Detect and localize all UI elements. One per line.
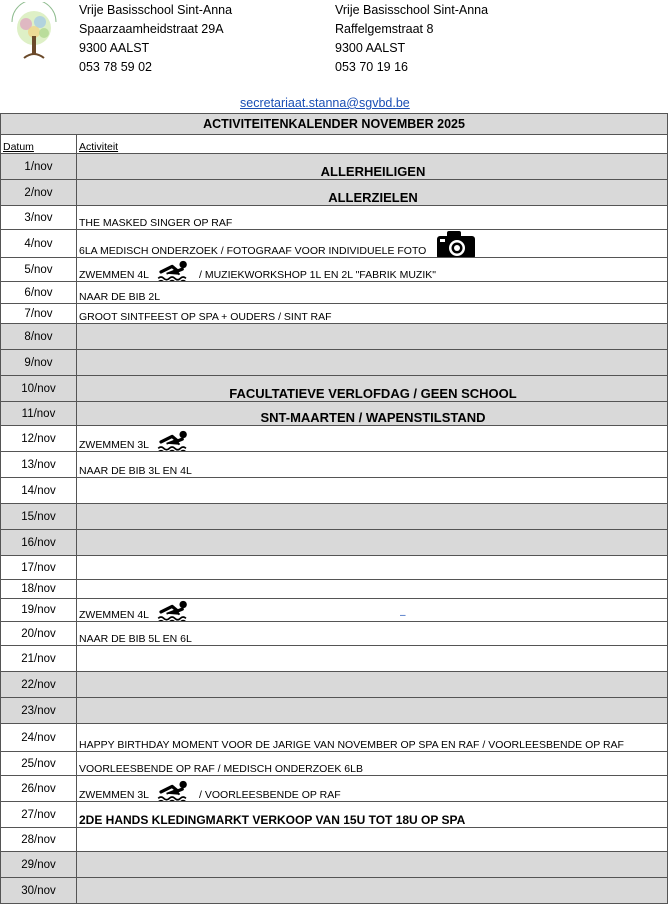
row-date: 12/nov <box>1 426 77 452</box>
row-date: 30/nov <box>1 878 77 904</box>
row-activity <box>77 180 668 206</box>
row-date: 3/nov <box>1 206 77 230</box>
activity-text-extra: / VOORLEESBENDE OP RAF <box>199 789 341 801</box>
row-activity <box>77 478 668 504</box>
activity-text: THE MASKED SINGER OP RAF <box>79 217 233 229</box>
row-date: 13/nov <box>1 452 77 478</box>
row-date: 16/nov <box>1 530 77 556</box>
activity-text: VOORLEESBENDE OP RAF / MEDISCH ONDERZOEK 6LB <box>79 763 363 775</box>
col-activity-header: Activiteit <box>77 135 668 154</box>
row-activity <box>77 304 668 324</box>
row-date: 27/nov <box>1 802 77 828</box>
calendar-row <box>1 230 668 258</box>
row-date: 22/nov <box>1 672 77 698</box>
calendar-row <box>1 504 668 530</box>
calendar-row <box>1 426 668 452</box>
calendar-row <box>1 324 668 350</box>
row-activity <box>77 646 668 672</box>
calendar-row <box>1 828 668 852</box>
row-activity <box>77 752 668 776</box>
calendar-row <box>1 556 668 580</box>
letterhead <box>0 0 668 112</box>
row-activity <box>77 802 668 828</box>
row-activity <box>77 154 668 180</box>
row-date: 4/nov <box>1 230 77 258</box>
row-activity <box>77 599 668 622</box>
school-city: 9300 AALST <box>335 41 406 55</box>
calendar-row <box>1 282 668 304</box>
activity-text: NAAR DE BIB 2L <box>79 291 161 303</box>
activity-text: SNT-MAARTEN / WAPENSTILSTAND <box>260 410 486 425</box>
calendar-row <box>1 452 668 478</box>
school-street: Spaarzaamheidstraat 29A <box>79 22 224 36</box>
activity-calendar <box>0 113 668 904</box>
row-activity <box>77 556 668 580</box>
school-phone: 053 70 19 16 <box>335 60 408 74</box>
calendar-row <box>1 180 668 206</box>
row-activity <box>77 852 668 878</box>
calendar-row <box>1 206 668 230</box>
row-activity <box>77 698 668 724</box>
activity-text: FACULTATIEVE VERLOFDAG / GEEN SCHOOL <box>229 386 517 401</box>
row-activity <box>77 230 668 258</box>
calendar-row <box>1 530 668 556</box>
row-date: 1/nov <box>1 154 77 180</box>
school-city: 9300 AALST <box>79 41 150 55</box>
calendar-row <box>1 258 668 282</box>
swimmer-icon <box>155 429 191 452</box>
calendar-row <box>1 776 668 802</box>
school-street: Raffelgemstraat 8 <box>335 22 434 36</box>
row-activity <box>77 452 668 478</box>
row-date: 9/nov <box>1 350 77 376</box>
swimmer-icon <box>155 259 191 282</box>
activity-text: ZWEMMEN 3L <box>79 789 150 801</box>
school-phone: 053 78 59 02 <box>79 60 152 74</box>
activity-text: ZWEMMEN 3L <box>79 439 150 451</box>
activity-text-extra: / MUZIEKWORKSHOP 1L EN 2L "FABRIK MUZIK" <box>199 269 436 281</box>
row-date: 29/nov <box>1 852 77 878</box>
activity-text: 6LA MEDISCH ONDERZOEK / FOTOGRAAF VOOR INDIVIDUELE FOTO <box>79 245 427 257</box>
row-date: 24/nov <box>1 724 77 752</box>
row-activity <box>77 530 668 556</box>
row-activity <box>77 350 668 376</box>
row-activity <box>77 622 668 646</box>
camera-icon <box>436 230 476 258</box>
calendar-row <box>1 622 668 646</box>
row-date: 18/nov <box>1 580 77 599</box>
swimmer-icon <box>155 599 191 622</box>
row-activity <box>77 724 668 752</box>
row-activity <box>77 206 668 230</box>
row-date: 17/nov <box>1 556 77 580</box>
row-activity <box>77 376 668 402</box>
activity-text: 2DE HANDS KLEDINGMARKT VERKOOP VAN 15U TOT 18U OP SPA <box>79 813 466 827</box>
school-name: Vrije Basisschool Sint-Anna <box>79 3 233 17</box>
row-activity <box>77 324 668 350</box>
activity-text: ALLERHEILIGEN <box>320 164 426 179</box>
calendar-row <box>1 599 668 622</box>
row-date: 19/nov <box>1 599 77 622</box>
row-date: 8/nov <box>1 324 77 350</box>
row-date: 23/nov <box>1 698 77 724</box>
activity-text: NAAR DE BIB 3L EN 4L <box>79 465 192 477</box>
col-date-header: Datum <box>1 135 77 154</box>
calendar-row <box>1 724 668 752</box>
calendar-row <box>1 350 668 376</box>
calendar-title: ACTIVITEITENKALENDER NOVEMBER 2025 <box>1 114 668 135</box>
row-date: 11/nov <box>1 402 77 426</box>
row-activity <box>77 504 668 530</box>
row-date: 2/nov <box>1 180 77 206</box>
row-activity <box>77 828 668 852</box>
row-date: 7/nov <box>1 304 77 324</box>
activity-text: NAAR DE BIB 5L EN 6L <box>79 633 192 645</box>
calendar-row <box>1 304 668 324</box>
calendar-row <box>1 580 668 599</box>
calendar-row <box>1 646 668 672</box>
row-date: 26/nov <box>1 776 77 802</box>
row-date: 25/nov <box>1 752 77 776</box>
address-block-spa <box>79 1 232 77</box>
row-activity <box>77 402 668 426</box>
calendar-row <box>1 802 668 828</box>
row-date: 14/nov <box>1 478 77 504</box>
calendar-row <box>1 154 668 180</box>
activity-text: HAPPY BIRTHDAY MOMENT VOOR DE JARIGE VAN NOVEMBER OP SPA EN RAF / VOORLEESBENDE OP RAF <box>79 739 624 751</box>
row-activity <box>77 258 668 282</box>
row-activity <box>77 672 668 698</box>
swimmer-icon <box>155 779 191 802</box>
row-activity <box>77 282 668 304</box>
calendar-row <box>1 672 668 698</box>
row-date: 20/nov <box>1 622 77 646</box>
row-activity <box>77 878 668 904</box>
calendar-row <box>1 478 668 504</box>
row-date: 6/nov <box>1 282 77 304</box>
row-activity <box>77 426 668 452</box>
activity-text: ZWEMMEN 4L <box>79 269 150 281</box>
row-activity <box>77 776 668 802</box>
row-date: 5/nov <box>1 258 77 282</box>
email-link[interactable]: secretariaat.stanna@sgvbd.be <box>240 96 410 110</box>
calendar-row <box>1 402 668 426</box>
school-logo <box>4 2 64 64</box>
row-date: 10/nov <box>1 376 77 402</box>
row-activity <box>77 580 668 599</box>
row-date: 15/nov <box>1 504 77 530</box>
activity-text: GROOT SINTFEEST OP SPA + OUDERS / SINT RAF <box>79 311 332 323</box>
address-block-raf <box>335 1 488 77</box>
calendar-row <box>1 376 668 402</box>
calendar-row <box>1 878 668 904</box>
stray-mark: – <box>400 610 406 621</box>
calendar-row <box>1 698 668 724</box>
row-date: 21/nov <box>1 646 77 672</box>
row-date: 28/nov <box>1 828 77 852</box>
activity-text: ALLERZIELEN <box>328 190 418 205</box>
activity-text: ZWEMMEN 4L <box>79 609 150 621</box>
calendar-row <box>1 852 668 878</box>
school-name: Vrije Basisschool Sint-Anna <box>335 3 489 17</box>
calendar-row <box>1 752 668 776</box>
